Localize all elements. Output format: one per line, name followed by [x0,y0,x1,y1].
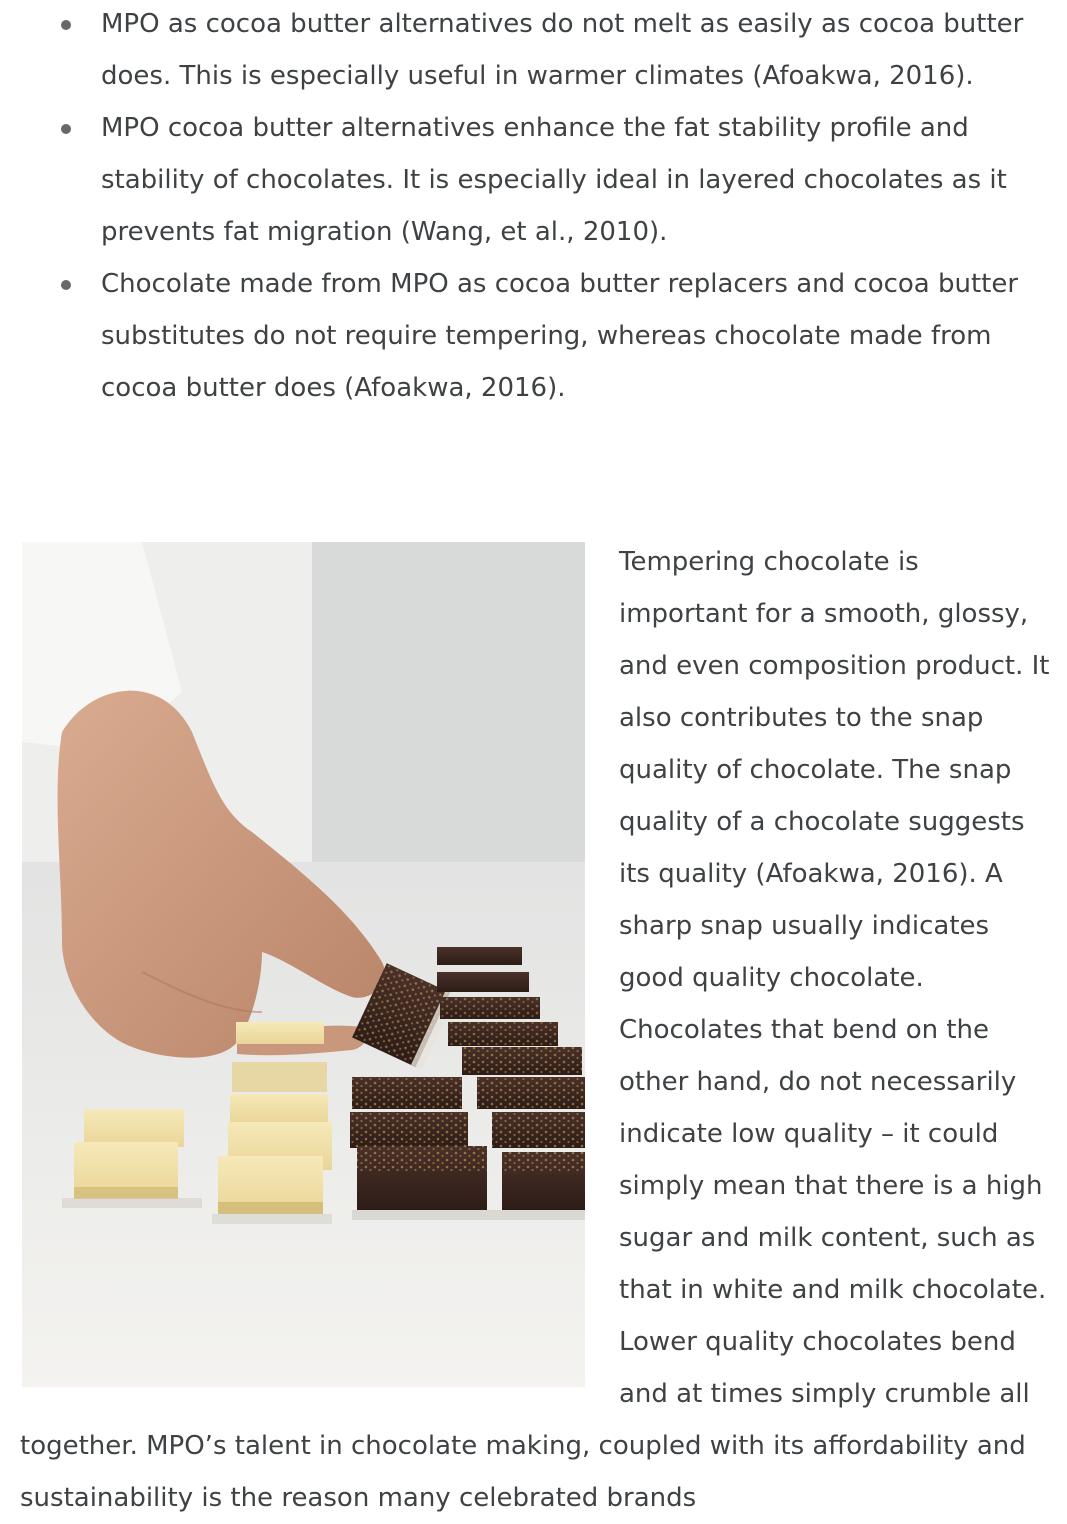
bullet-dot [61,20,71,30]
list-item [0,258,1067,414]
list-item-text: MPO as cocoa butter alternatives do not melt as easily as cocoa butter does. This is especially useful in warmer climates (Afoakwa, 2016). [101,9,1024,91]
chocolate-illustration [22,542,585,1387]
bullet-dot [61,280,71,290]
list-item [0,102,1067,258]
list-item-text: MPO cocoa butter alternatives enhance the fat stability profile and stability of chocolates. It is especially ideal in layered chocolates as it prevents fat migration (Wang, et al., 2010). [101,113,1007,247]
bullet-dot [61,124,71,134]
benefits-list [0,0,1067,414]
article-paragraph: Tempering chocolate is important for a smooth, glossy, and even composition product. It also contributes to the snap quality of chocolate. The snap quality of a chocolate suggests its quality (Afoakwa, 2016). A sharp snap usually indicates good quality chocolate. Chocolates that bend on the other hand, do not necessarily indicate low quality – it could simply mean that there is a high sugar and milk content, such as that in white and milk chocolate. Lower quality chocolates bend and at times simply crumble all together. MPO’s talent in chocolate making, coupled with its affordability and sustainability is the reason many celebrated brands [20,547,1050,1513]
article-section [20,536,1050,1524]
chocolate-photo [22,542,585,1387]
list-item-text: Chocolate made from MPO as cocoa butter replacers and cocoa butter substitutes do not require tempering, whereas chocolate made from cocoa butter does (Afoakwa, 2016). [101,269,1019,403]
list-item [0,0,1067,102]
